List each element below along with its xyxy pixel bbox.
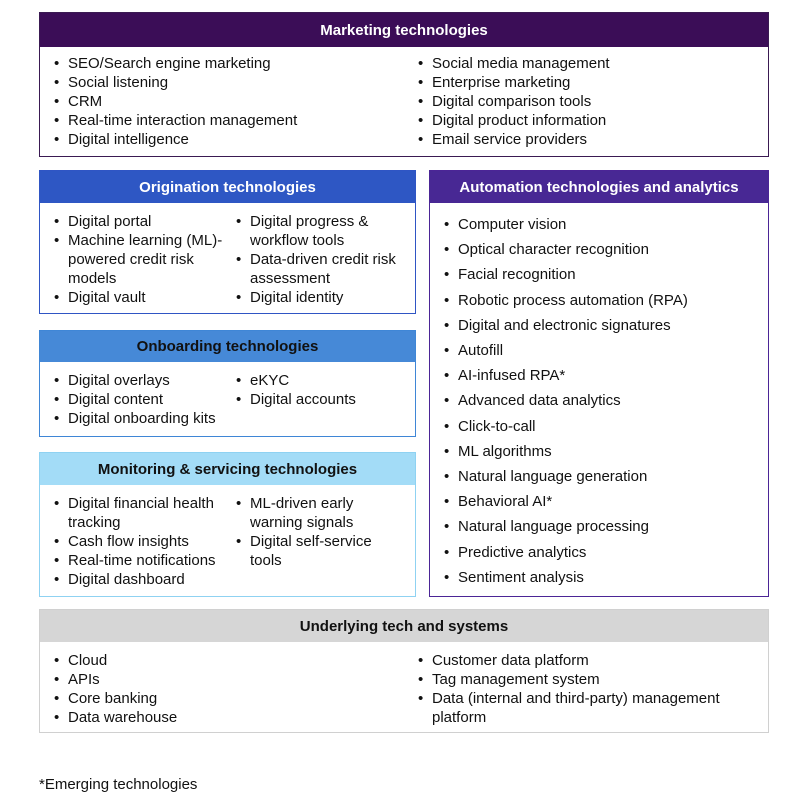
list-item: • Digital comparison tools	[416, 92, 756, 111]
automation-list	[442, 212, 688, 590]
list-item: • Natural language processing	[442, 514, 688, 539]
list-item: • Cloud	[52, 651, 416, 670]
underlying-tech-box	[39, 609, 769, 733]
underlying-list-right	[416, 651, 756, 727]
list-item: • Digital content	[52, 390, 234, 409]
list-item: • Natural language generation	[442, 464, 688, 489]
list-item: • Email service providers	[416, 130, 756, 149]
list-item: • Computer vision	[442, 212, 688, 237]
underlying-tech-header: Underlying tech and systems	[40, 610, 768, 642]
list-item: • Facial recognition	[442, 262, 688, 287]
list-item: • Digital financial health tracking	[52, 494, 234, 532]
onboarding-list-right	[234, 371, 404, 428]
list-item: • Digital product information	[416, 111, 756, 130]
list-item: • Social listening	[52, 73, 416, 92]
list-item: • Social media management	[416, 54, 756, 73]
list-item: • Digital progress & workflow tools	[234, 212, 404, 250]
list-item: • Digital accounts	[234, 390, 404, 409]
list-item: • Click-to-call	[442, 414, 688, 439]
monitoring-list-right	[234, 494, 404, 589]
monitoring-list-left	[52, 494, 234, 589]
marketing-technologies-header: Marketing technologies	[40, 13, 768, 47]
list-item: • Digital intelligence	[52, 130, 416, 149]
automation-technologies-box	[429, 170, 769, 597]
footnote: *Emerging technologies	[39, 776, 198, 793]
list-item: • Enterprise marketing	[416, 73, 756, 92]
list-item: • ML algorithms	[442, 439, 688, 464]
underlying-list-left	[52, 651, 416, 727]
list-item: • Data-driven credit risk assessment	[234, 250, 404, 288]
onboarding-technologies-box	[39, 330, 416, 437]
monitoring-servicing-technologies-header: Monitoring & servicing technologies	[40, 453, 415, 485]
list-item: • Data warehouse	[52, 708, 416, 727]
origination-technologies-header: Origination technologies	[40, 171, 415, 203]
list-item: • ML-driven early warning signals	[234, 494, 404, 532]
list-item: • Tag management system	[416, 670, 756, 689]
onboarding-list-left	[52, 371, 234, 428]
origination-list-left	[52, 212, 234, 307]
automation-technologies-header: Automation technologies and analytics	[430, 171, 768, 203]
list-item: • Advanced data analytics	[442, 388, 688, 413]
onboarding-technologies-header: Onboarding technologies	[40, 331, 415, 362]
list-item: • Core banking	[52, 689, 416, 708]
marketing-list-left	[52, 54, 416, 149]
list-item: • Digital and electronic signatures	[442, 313, 688, 338]
list-item: • Machine learning (ML)-powered credit risk models	[52, 231, 234, 288]
list-item: • Optical character recognition	[442, 237, 688, 262]
monitoring-servicing-technologies-box	[39, 452, 416, 597]
list-item: • Digital portal	[52, 212, 234, 231]
list-item: • Robotic process automation (RPA)	[442, 288, 688, 313]
origination-technologies-box	[39, 170, 416, 314]
list-item: • Sentiment analysis	[442, 565, 688, 590]
list-item: • Real-time interaction management	[52, 111, 416, 130]
origination-list-right	[234, 212, 404, 307]
list-item: • Data (internal and third-party) management platform	[416, 689, 756, 727]
list-item: • Behavioral AI*	[442, 489, 688, 514]
list-item: • Digital onboarding kits	[52, 409, 234, 428]
list-item: • Digital self-service tools	[234, 532, 404, 570]
list-item: • APIs	[52, 670, 416, 689]
marketing-list-right	[416, 54, 756, 149]
list-item: • Digital overlays	[52, 371, 234, 390]
list-item: • Predictive analytics	[442, 540, 688, 565]
list-item: • Cash flow insights	[52, 532, 234, 551]
list-item: • AI-infused RPA*	[442, 363, 688, 388]
list-item: • CRM	[52, 92, 416, 111]
list-item: • Digital identity	[234, 288, 404, 307]
list-item: • Digital dashboard	[52, 570, 234, 589]
list-item: • Customer data platform	[416, 651, 756, 670]
marketing-technologies-box	[39, 12, 769, 157]
list-item: • SEO/Search engine marketing	[52, 54, 416, 73]
list-item: • Real-time notifications	[52, 551, 234, 570]
list-item: • Digital vault	[52, 288, 234, 307]
list-item: • eKYC	[234, 371, 404, 390]
list-item: • Autofill	[442, 338, 688, 363]
